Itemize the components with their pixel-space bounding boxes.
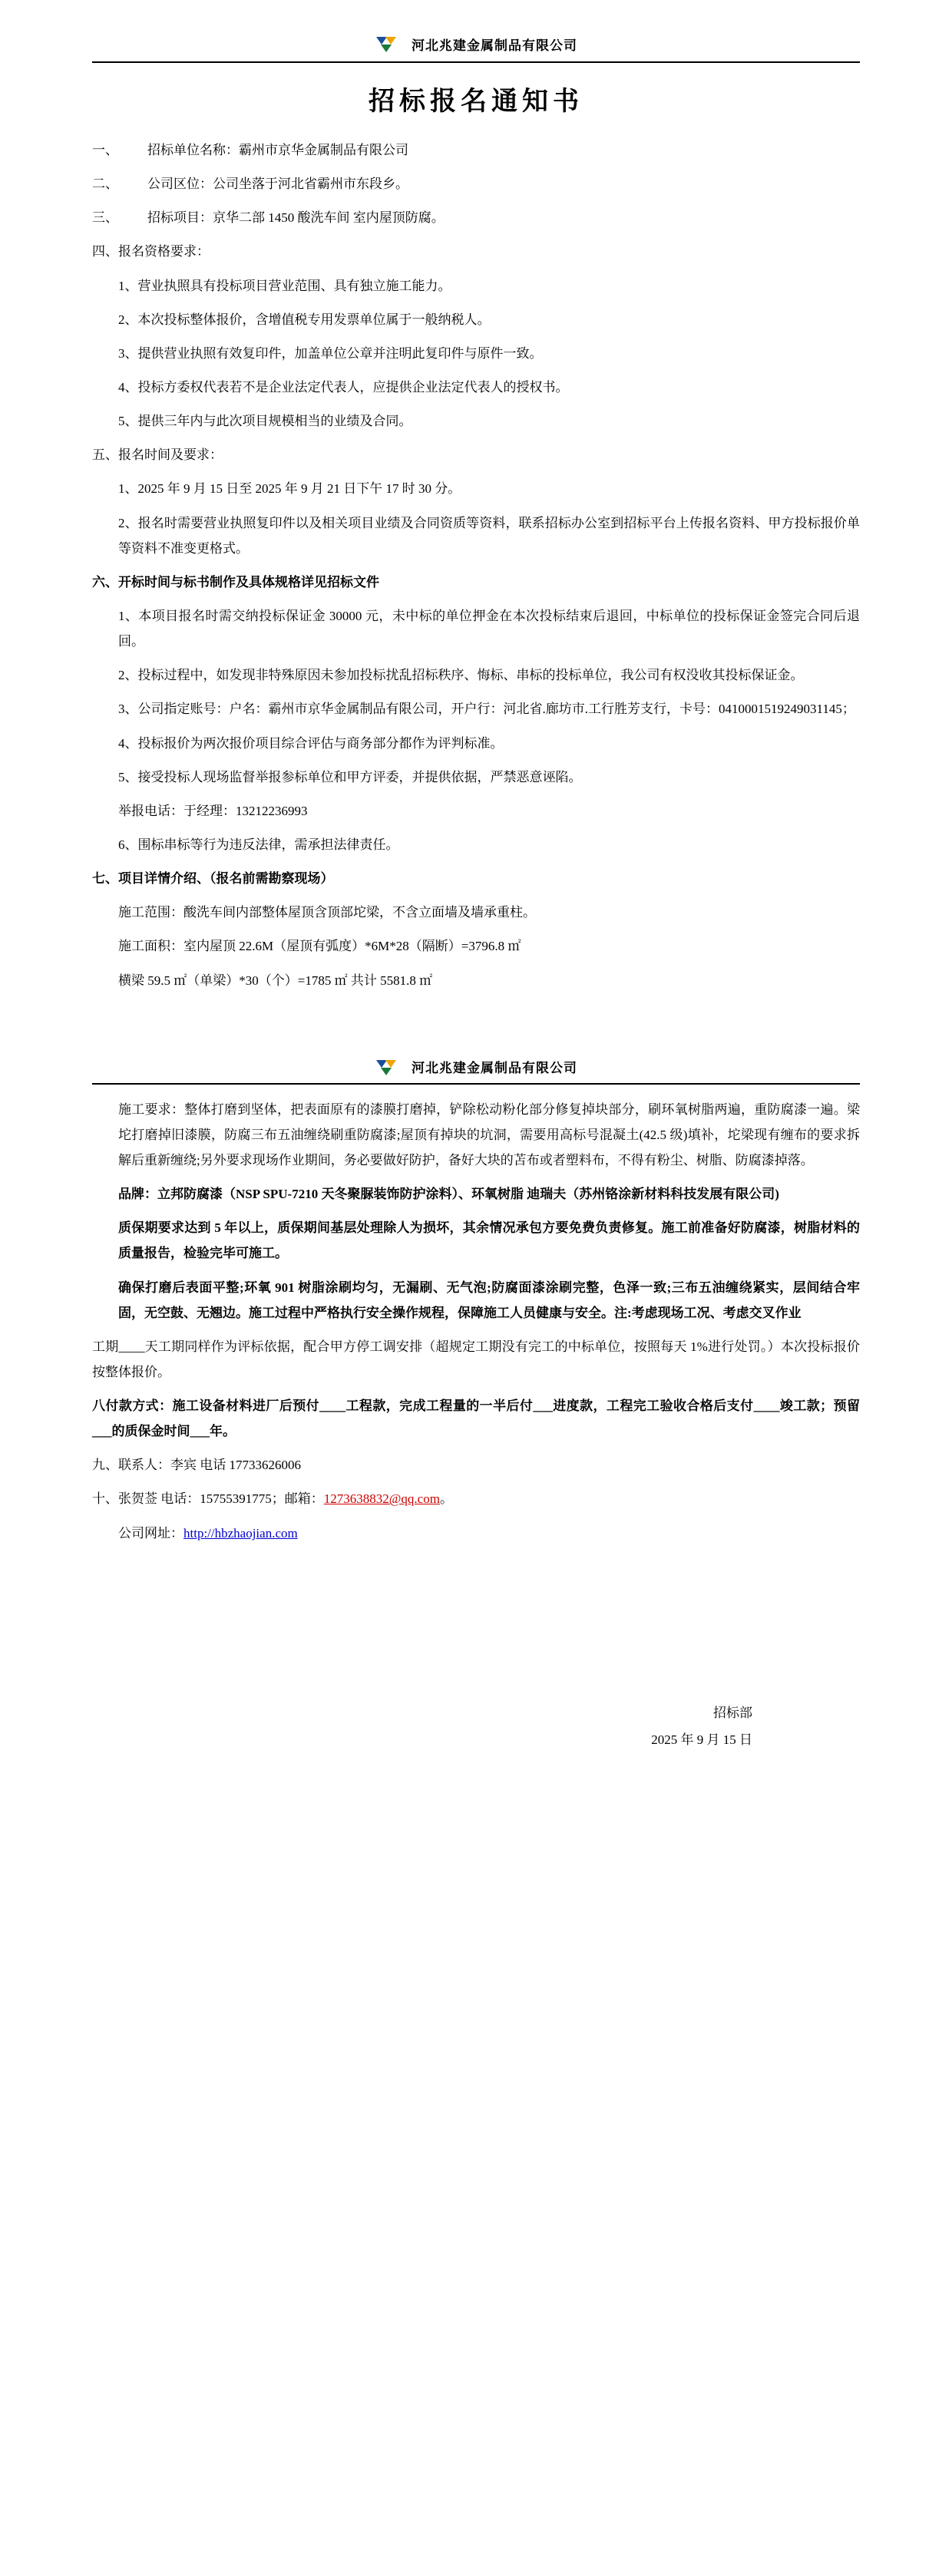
qualification-item: 2、本次投标整体报价，含增值税专用发票单位属于一般纳税人。 bbox=[118, 312, 491, 327]
page-title: 招标报名通知书 bbox=[369, 87, 583, 116]
section-item bbox=[92, 205, 860, 230]
section6-item: 5、接受投标人现场监督举报参标单位和甲方评委，并提供依据，严禁恶意诬陷。 bbox=[118, 769, 582, 784]
contact-suffix: 。 bbox=[439, 1491, 453, 1507]
section5-item: 1、2025 年 9 月 15 日至 2025 年 9 月 21 日下午 17 时 30 分。 bbox=[118, 481, 461, 497]
section7-title: 七、项目详情介绍、（报名前需勘察现场） bbox=[92, 871, 334, 887]
website-link[interactable]: http://hbzhaojian.com bbox=[183, 1525, 298, 1541]
section-number: 一、 bbox=[92, 143, 118, 157]
section-item bbox=[92, 171, 860, 197]
report-hotline: 举报电话：于经理：13212236993 bbox=[118, 803, 308, 818]
email-link[interactable]: 1273638832@qq.com bbox=[323, 1491, 440, 1507]
website-label: 公司网址： bbox=[118, 1525, 183, 1541]
company-logo-icon bbox=[375, 1057, 402, 1077]
signature-block bbox=[92, 1699, 860, 1754]
section6-title: 六、开标时间与标书制作及具体规格详见招标文件 bbox=[92, 574, 379, 590]
quality-standards: 确保打磨后表面平整;环氧 901 树脂涂刷均匀，无漏刷、无气泡;防腐面漆涂刷完整，色泽一致;三布五油缠绕紧实，层间结合牢固，无空鼓、无翘边。施工过程中严格执行安全操作规程，保障施工人员健康与安全。注:考虑现场工况、考虑交叉作业 bbox=[118, 1280, 860, 1320]
construction-scope: 施工范围：酸洗车间内部整体屋顶含顶部坨梁，不含立面墙及墙承重柱。 bbox=[118, 905, 536, 920]
section-number: 三、 bbox=[92, 210, 118, 226]
qualification-item: 1、营业执照具有投标项目营业范围、具有独立施工能力。 bbox=[118, 278, 451, 293]
document-header bbox=[92, 34, 860, 63]
warranty-terms: 质保期要求达到 5 年以上，质保期间基层处理除人为损坏，其余情况承包方要免费负责修复。施工前准备好防腐漆，树脂材料的质量报告，检验完毕可施工。 bbox=[118, 1220, 860, 1261]
header-company-name: 河北兆建金属制品有限公司 bbox=[412, 1061, 577, 1076]
section-item bbox=[92, 239, 860, 264]
construction-requirements: 施工要求：整体打磨到坚体，把表面原有的漆膜打磨掉，铲除松动粉化部分修复掉块部分，刷环氧树脂两遍，重防腐漆一遍。梁坨打磨掉旧漆膜，防腐三布五油缠绕刷重防腐漆;屋顶有掉块的坑洞，需要用高标号混凝土(42.5 级)填补，坨梁现有缠布的要求拆解后重新缠绕;另外要求现场作业期间，务必要做好防护，备好大块的苫布或者塑料布，不得有粉尘、树脂、防腐漆掉落。 bbox=[118, 1101, 860, 1167]
section-number: 二、 bbox=[92, 177, 118, 192]
section6-item: 1、本项目报名时需交纳投标保证金 30000 元，未中标的单位押金在本次投标结束后退回，中标单位的投标保证金签完合同后退回。 bbox=[118, 608, 860, 649]
section6-item: 2、投标过程中，如发现非特殊原因未参加投标扰乱招标秩序、悔标、串标的投标单位，我公司有权没收其投标保证金。 bbox=[118, 668, 804, 683]
contact-person-9: 九、联系人：李宾 电话 17733626006 bbox=[92, 1458, 301, 1473]
material-brand: 品牌：立邦防腐漆（NSP SPU-7210 天冬聚脲装饰防护涂料）、环氧树脂 迪瑞夫（苏州铬涂新材料科技发展有限公司) bbox=[118, 1187, 779, 1202]
project-duration: 工期____天工期同样作为评标依据，配合甲方停工调安排（超规定工期没有完工的中标单位，按照每天 1%进行处罚。）本次投标报价按整体报价。 bbox=[92, 1339, 860, 1379]
section6-item: 4、投标报价为两次报价项目综合评估与商务部分都作为评判标准。 bbox=[118, 735, 504, 751]
section5-item: 2、报名时需要营业执照复印件以及相关项目业绩及合同资质等资料，联系招标办公室到招标平台上传报名资料、甲方投标报价单等资料不准变更格式。 bbox=[118, 515, 860, 556]
section5-title: 五、报名时间及要求： bbox=[92, 447, 223, 463]
contact-person-10 bbox=[92, 1486, 860, 1511]
section6-item: 3、公司指定账号：户名：霸州市京华金属制品有限公司，开户行：河北省.廊坊市.工行胜芳支行，卡号：0410001519249031145； bbox=[118, 702, 855, 717]
qualification-item: 3、提供营业执照有效复印件，加盖单位公章并注明此复印件与原件一致。 bbox=[118, 345, 543, 361]
contact-prefix: 十、张贺莶 电话：15755391775；邮箱： bbox=[92, 1491, 324, 1507]
signature-department: 招标部 bbox=[713, 1705, 752, 1720]
page-break-spacer bbox=[92, 1002, 860, 1057]
section-text: 公司区位：公司坐落于河北省霸州市东段乡。 bbox=[147, 177, 408, 192]
qualification-item: 5、提供三年内与此次项目规模相当的业绩及合同。 bbox=[118, 414, 412, 429]
qualification-item: 4、投标方委权代表若不是企业法定代表人，应提供企业法定代表人的授权书。 bbox=[118, 379, 569, 395]
construction-area: 施工面积：室内屋顶 22.6M（屋顶有弧度）*6M*28（隔断）=3796.8 ㎡ bbox=[118, 939, 521, 954]
header-company-name: 河北兆建金属制品有限公司 bbox=[412, 38, 577, 53]
section-item bbox=[92, 137, 860, 163]
document-header-secondary bbox=[92, 1057, 860, 1085]
company-website bbox=[92, 1521, 860, 1546]
section-text: 招标单位名称：霸州市京华金属制品有限公司 bbox=[147, 143, 408, 157]
signature-date: 2025 年 9 月 15 日 bbox=[651, 1732, 752, 1748]
payment-terms: 八付款方式：施工设备材料进厂后预付____工程款，完成工程量的一半后付___进度款，工程完工验收合格后支付____竣工款；预留___的质保金时间___年。 bbox=[92, 1399, 860, 1439]
company-logo-icon bbox=[375, 34, 402, 54]
section-text: 四、 bbox=[92, 244, 118, 259]
section6-item: 6、围标串标等行为违反法律，需承担法律责任。 bbox=[118, 837, 399, 852]
section-text: 招标项目：京华二部 1450 酸洗车间 室内屋顶防腐。 bbox=[147, 210, 445, 226]
beam-area: 横梁 59.5 ㎡（单梁）*30（个）=1785 ㎡ 共计 5581.8 ㎡ bbox=[118, 973, 433, 988]
section-text: 报名资格要求： bbox=[118, 244, 210, 259]
